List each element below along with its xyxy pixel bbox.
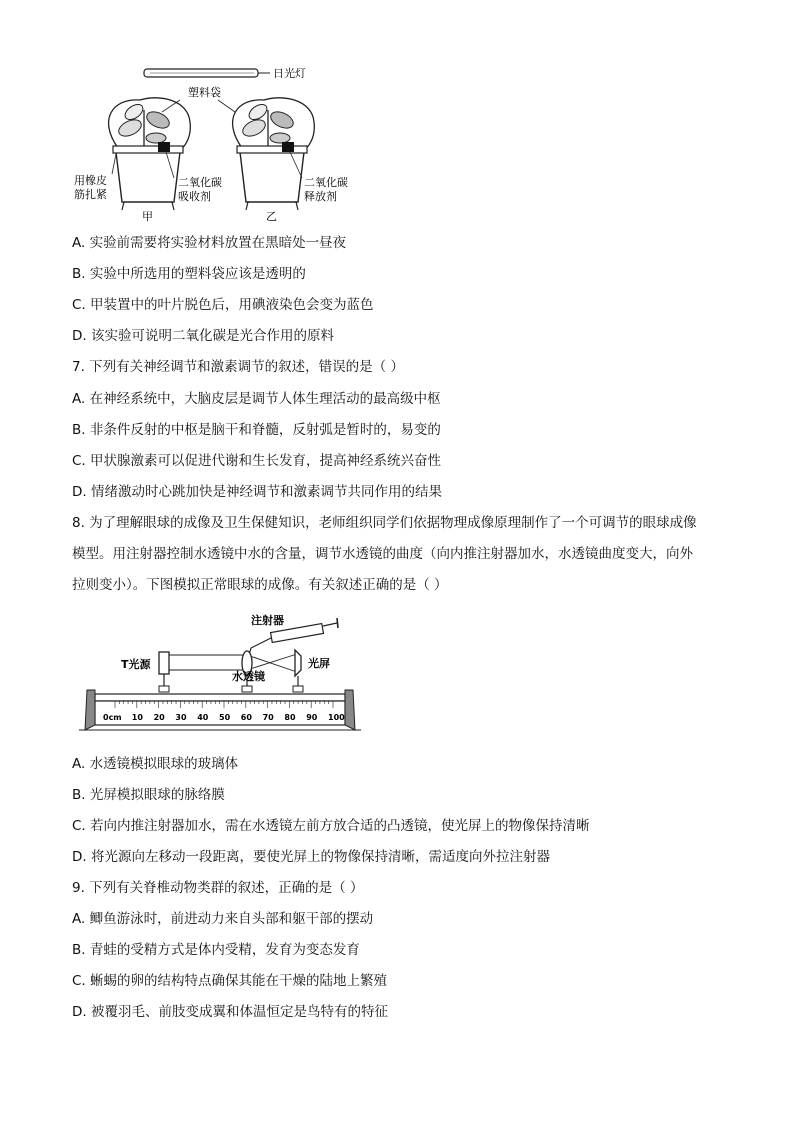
setup-right [233, 98, 315, 210]
band-label-2: 筋扎紧 [74, 188, 107, 201]
absorbent-label-1: 二氧化碳 [178, 176, 222, 189]
plant-experiment-figure [70, 60, 370, 230]
q7-option-b: B. 非条件反射的中枢是脑干和脊髓，反射弧是暂时的，易变的 [72, 422, 441, 438]
light-screen [293, 650, 303, 692]
absorbent-label-2: 吸收剂 [178, 190, 211, 203]
ruler-tick-label: 40 [197, 713, 209, 722]
q8-stem-line-2: 模型。用注射器控制水透镜中水的含量，调节水透镜的曲度（向内推注射器加水，水透镜曲度变大，向外 [72, 546, 693, 562]
lens-label: 水透镜 [232, 670, 265, 683]
ruler-tick-label: 20 [153, 713, 165, 722]
band-label-1: 用橡皮 [74, 174, 107, 187]
ruler-tick-label: 90 [306, 713, 318, 722]
releaser-label-2: 释放剂 [304, 190, 337, 203]
q8-stem-line-1: 8. 为了理解眼球的成像及卫生保健知识，老师组织同学们依据物理成像原理制作了一个可调节的眼球成像 [72, 515, 697, 531]
q7-option-c: C. 甲状腺激素可以促进代谢和生长发育，提高神经系统兴奋性 [72, 453, 442, 469]
q7-option-a: A. 在神经系统中，大脑皮层是调节人体生理活动的最高级中枢 [72, 391, 441, 407]
q8-option-b: B. 光屏模拟眼球的脉络膜 [72, 787, 225, 803]
releaser-label-1: 二氧化碳 [304, 176, 348, 189]
q6-option-c: C. 甲装置中的叶片脱色后，用碘液染色会变为蓝色 [72, 297, 374, 313]
eye-model-figure [75, 612, 375, 737]
fluorescent-lamp [144, 69, 270, 77]
bag-label: 塑料袋 [188, 86, 221, 99]
lamp-label: 日光灯 [273, 67, 306, 80]
ruler-labels [103, 713, 345, 722]
setup-right-name: 乙 [266, 210, 277, 223]
q7-stem: 7. 下列有关神经调节和激素调节的叙述，错误的是（ ） [72, 359, 404, 375]
q9-stem: 9. 下列有关脊椎动物类群的叙述，正确的是（ ） [72, 880, 364, 896]
q7-option-d: D. 情绪激动时心跳加快是神经调节和激素调节共同作用的结果 [72, 484, 442, 500]
q6-option-b: B. 实验中所选用的塑料袋应该是透明的 [72, 266, 306, 282]
ruler-tick-label: 100 [328, 713, 345, 722]
optical-bench [79, 690, 361, 730]
setup-left-name: 甲 [142, 210, 153, 223]
light-source [159, 652, 169, 692]
q9-option-c: C. 蜥蜴的卵的结构特点确保其能在干燥的陆地上繁殖 [72, 973, 388, 989]
ruler-tick-label: 80 [284, 713, 296, 722]
ruler-tick-label: 10 [131, 713, 143, 722]
q8-option-d: D. 将光源向左移动一段距离，要使光屏上的物像保持清晰，需适度向外拉注射器 [72, 849, 550, 865]
q8-option-a: A. 水透镜模拟眼球的玻璃体 [72, 756, 239, 772]
q8-stem-line-3: 拉则变小）。下图模拟正常眼球的成像。有关叙述正确的是（ ） [72, 577, 448, 593]
q6-option-a: A. 实验前需要将实验材料放置在黑暗处一昼夜 [72, 235, 347, 251]
q9-option-b: B. 青蛙的受精方式是体内受精，发育为变态发育 [72, 942, 360, 958]
q6-option-d: D. 该实验可说明二氧化碳是光合作用的原料 [72, 328, 334, 344]
screen-label: 光屏 [308, 657, 330, 670]
q8-option-c: C. 若向内推注射器加水，需在水透镜左前方放合适的凸透镜，使光屏上的物像保持清晰 [72, 818, 590, 834]
ruler-tick-label: 30 [175, 713, 187, 722]
ruler-tick-label: 70 [262, 713, 274, 722]
ruler-tick-label: 50 [219, 713, 231, 722]
ruler-tick-label: 60 [240, 713, 252, 722]
source-label: T光源 [121, 658, 151, 671]
q9-option-d: D. 被覆羽毛、前肢变成翼和体温恒定是鸟特有的特征 [72, 1004, 388, 1020]
ruler-tick-label: 0cm [103, 713, 122, 722]
q9-option-a: A. 鲫鱼游泳时，前进动力来自头部和躯干部的摆动 [72, 911, 374, 927]
syringe-label: 注射器 [251, 614, 284, 627]
